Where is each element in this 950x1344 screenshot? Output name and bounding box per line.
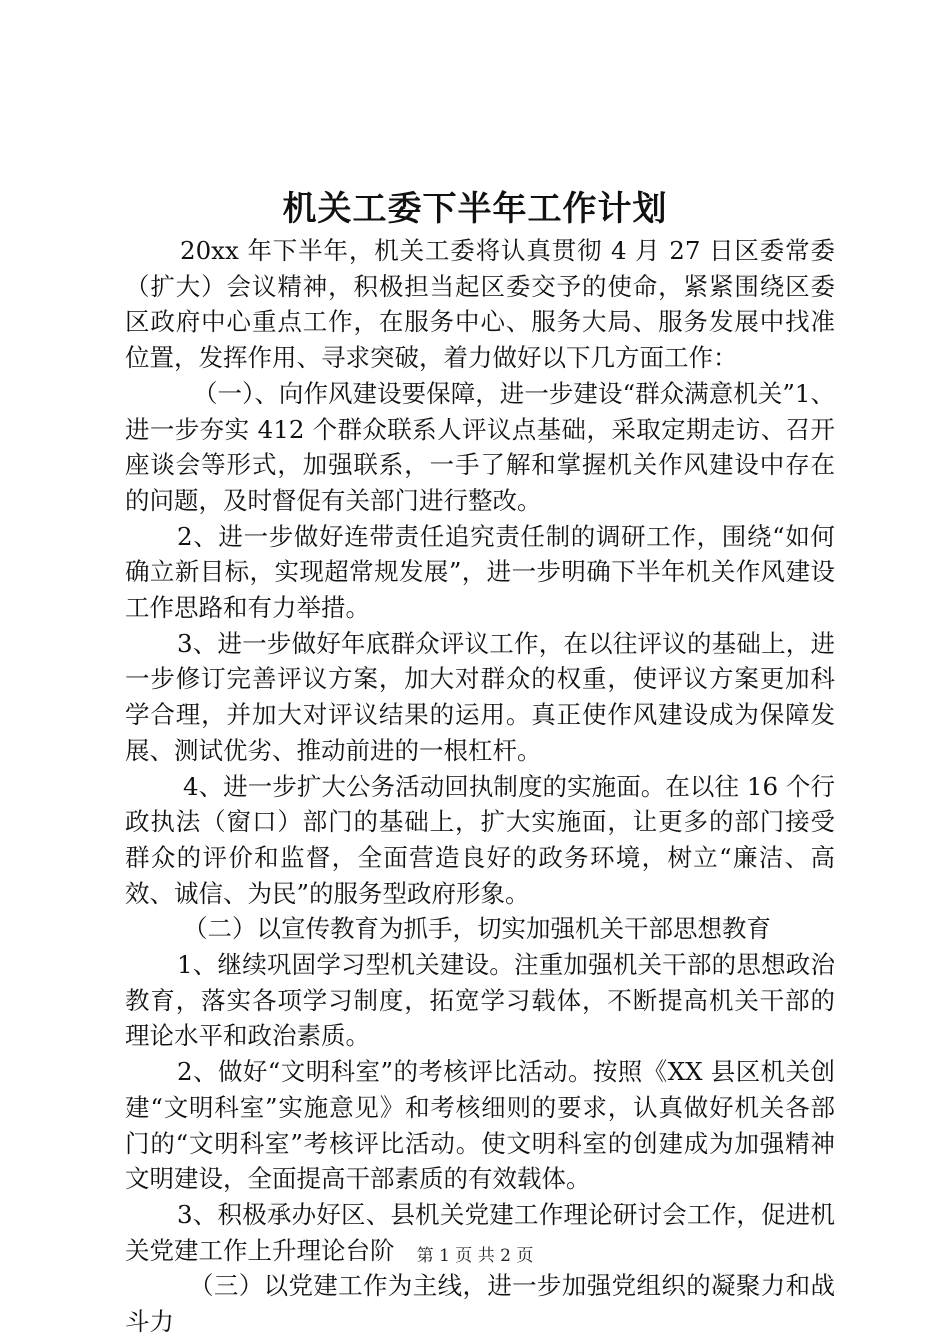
paragraph-item: 4、进一步扩大公务活动回执制度的实施面。在以往 16 个行政执法（窗口）部门的基础上，扩大实施面，让更多的部门接受群众的评价和监督，全面营造良好的政务环境，树立“廉洁、高效、诚信、为民”的服务型政府形象。 (125, 771, 835, 908)
paragraph-section-2: （二）以宣传教育为抓手，切实加强机关干部思想教育 (183, 914, 771, 944)
paragraph-item: 3、积极承办好区、县机关党建工作理论研讨会工作，促进机关党建工作上升理论台阶 (125, 1199, 835, 1265)
page-number: 第 1 页 共 2 页 (416, 1246, 534, 1266)
paragraph-item: 1、继续巩固学习型机关建设。注重加强机关干部的思想政治教育，落实各项学习制度，拓宽学习载体，不断提高机关干部的理论水平和政治素质。 (125, 950, 835, 1051)
paragraph-section-1: （一）、向作风建设要保障，进一步建设“群众满意机关”1、进一步夯实 412 个群众联系人评议点基础，采取定期走访、召开座谈会等形式，加强联系，一手了解和掌握机关作风建设中存在的问题，及时督促有关部门进行整改。 (125, 378, 835, 515)
paragraph-intro: 20xx 年下半年，机关工委将认真贯彻 4 月 27 日区委常委（扩大）会议精神，积极担当起区委交予的使命，紧紧围绕区委区政府中心重点工作，在服务中心、服务大局、服务发展中找准位置，发挥作用、寻求突破，着力做好以下几方面工作： (125, 236, 835, 373)
document-title: 机关工委下半年工作计划 (282, 189, 668, 229)
paragraph-item: 3、进一步做好年底群众评议工作，在以往评议的基础上，进一步修订完善评议方案，加大对群众的权重，使评议方案更加科学合理，并加大对评议结果的运用。真正使作风建设成为保障发展、测试优劣、推动前进的一根杠杆。 (125, 628, 835, 765)
paragraph-item: 2、做好“文明科室”的考核评比活动。按照《XX 县区机关创建“文明科室”实施意见》和考核细则的要求，认真做好机关各部门的“文明科室”考核评比活动。使文明科室的创建成为加强精神文明建设，全面提高干部素质的有效载体。 (125, 1057, 835, 1194)
paragraph-section-3: （三）以党建工作为主线，进一步加强党组织的凝聚力和战斗力 (125, 1271, 835, 1337)
paragraph-item: 2、进一步做好连带责任追究责任制的调研工作，围绕“如何确立新目标，实现超常规发展”，进一步明确下半年机关作风建设工作思路和有力举措。 (125, 521, 835, 623)
document-body (125, 233, 835, 1340)
